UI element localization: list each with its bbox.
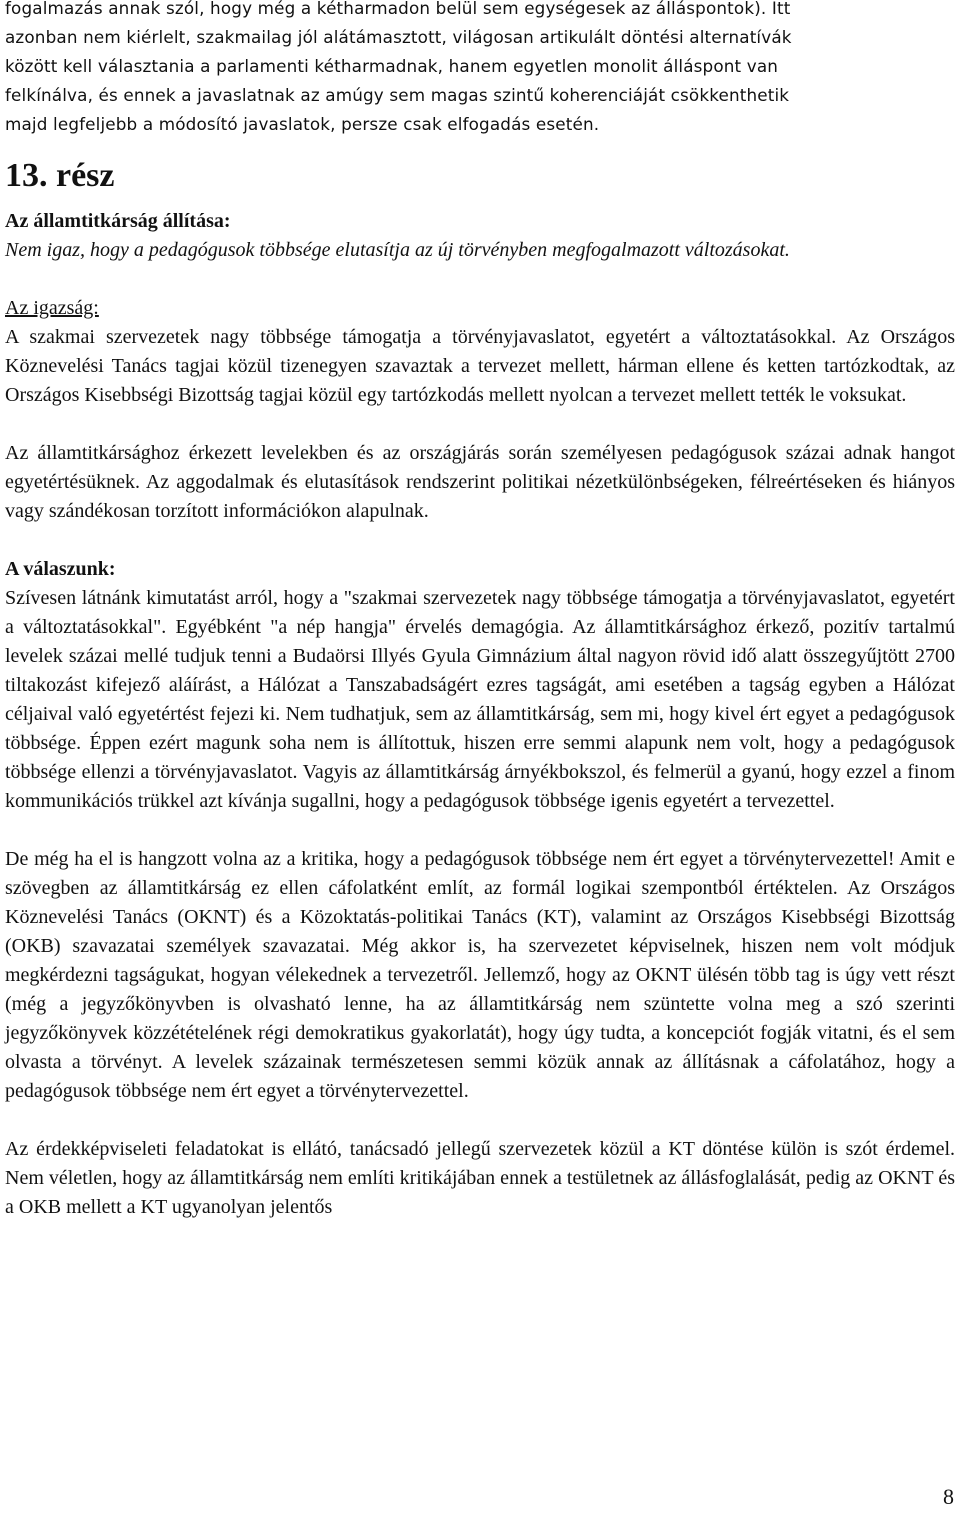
intro-line: fogalmazás annak szól, hogy még a kétharmadon belül sem egységesek az álláspontok). Itt — [5, 0, 791, 18]
answer-heading: A válaszunk: — [5, 558, 116, 580]
claim-heading: Az államtitkárság állítása: — [5, 210, 231, 232]
answer-paragraph: Az érdekképviseleti feladatokat is ellátó, tanácsadó jellegű szervezetek közül a KT döntése külön is szót érdemel. Nem véletlen, hogy az államtitkárság nem említi kritikájában ennek a testületnek az állásfoglalását, pedig az OKNT és a OKB mellett a KT ugyanolyan jelentős — [5, 1138, 955, 1218]
truth-paragraph: A szakmai szervezetek nagy többsége támogatja a törvényjavaslatot, egyetért a változtatásokkal. Az Országos Köznevelési Tanács tagjai közül tizenegyen szavaztak a tervezet mellett, hárman ellene és ketten tartózkodtak, az Országos Kisebbségi Bizottság tagjai közül egy tartózkodás mellett nyolcan a tervezet mellett tették le voksukat. — [5, 326, 955, 406]
document-page — [5, 0, 955, 1222]
intro-paragraph — [5, 0, 955, 139]
claim-text: Nem igaz, hogy a pedagógusok többsége elutasítja az új törvényben megfogalmazott változásokat. — [5, 239, 790, 261]
truth-heading: Az igazság: — [5, 297, 99, 319]
intro-line: között kell választania a parlamenti kétharmadnak, hanem egyetlen monolit álláspont van — [5, 56, 779, 76]
page-number: 8 — [943, 1484, 954, 1509]
part-title: 13. rész — [5, 157, 115, 194]
intro-line: azonban nem kiérlelt, szakmailag jól alátámasztott, világosan artikulált döntési alternatívák — [5, 27, 792, 47]
answer-paragraph: De még ha el is hangzott volna az a kritika, hogy a pedagógusok többsége nem ért egyet a törvénytervezettel! Amit e szövegben az államtitkárság ez ellen cáfolatként említ, az formál logikai szempontból értéktelen. Az Országos Köznevelési Tanács (OKNT) és a Közoktatás-politikai Tanács (KT), valamint az Országos Kisebbségi Bizottság (OKB) szavazatai személyek szavazatai. Még akkor is, ha szervezetet képviselnek, hiszen nem volt módjuk megkérdezni tagságukat, hogyan vélekednek a tervezetről. Jellemző, hogy az OKNT ülésén több tag is úgy vett részt (még a jegyzőkönyvben is olvasható lenne, ha az államtitkárság nem szüntette volna meg a szó szerinti jegyzőkönyvek közzétételének régi demokratikus gyakorlatát), hogy úgy tudta, a koncepciót fogják vitatni, és el sem olvasta a törvényt. A levelek százainak természetesen semmi közük annak az állításnak a cáfolatához, hogy a pedagógusok többsége nem ért egyet a törvénytervezettel. — [5, 848, 955, 1102]
truth-paragraph: Az államtitkársághoz érkezett levelekben és az országjárás során személyesen pedagógusok százai adnak hangot egyetértésüknek. Az aggodalmak és elutasítások rendszerint politikai nézetkülönbségeken, félreértéseken és hiányos vagy szándékosan torzított információkon alapulnak. — [5, 442, 955, 522]
answer-paragraph: Szívesen látnánk kimutatást arról, hogy a "szakmai szervezetek nagy többsége támogatja a törvényjavaslatot, egyetért a változtatásokkal". Egyébként "a nép hangja" érvelés demagógia. Az államtitkársághoz érkező, pozitív tartalmú levelek százai mellé tudjuk tenni a Budaörsi Illyés Gyula Gimnázium által nagyon rövid idő alatt összegyűjtött 2700 tiltakozást kifejező aláírást, a Hálózat a Tanszabadságért ezres tagságát, ami esetében a tagság egyben a Hálózat céljaival való egyetértést fejezi ki. Nem tudhatjuk, sem az államtitkárság, sem mi, hogy kivel ért egyet a pedagógusok többsége. Éppen ezért magunk soha nem is állítottuk, hiszen erre semmi alapunk nem volt, hogy a pedagógusok többsége ellenzi a törvényjavaslatot. Vagyis az államtitkárság árnyékbokszol, és felmerül a gyanú, hogy ezzel a finom kommunikációs trükkel azt kívánja sugallni, hogy a pedagógusok többsége igenis egyetért a tervezettel. — [5, 587, 955, 812]
intro-line: majd legfeljebb a módosító javaslatok, persze csak elfogadás esetén. — [5, 114, 600, 134]
intro-line: felkínálva, és ennek a javaslatnak az amúgy sem magas szintű koherenciáját csökkenthetik — [5, 85, 790, 105]
